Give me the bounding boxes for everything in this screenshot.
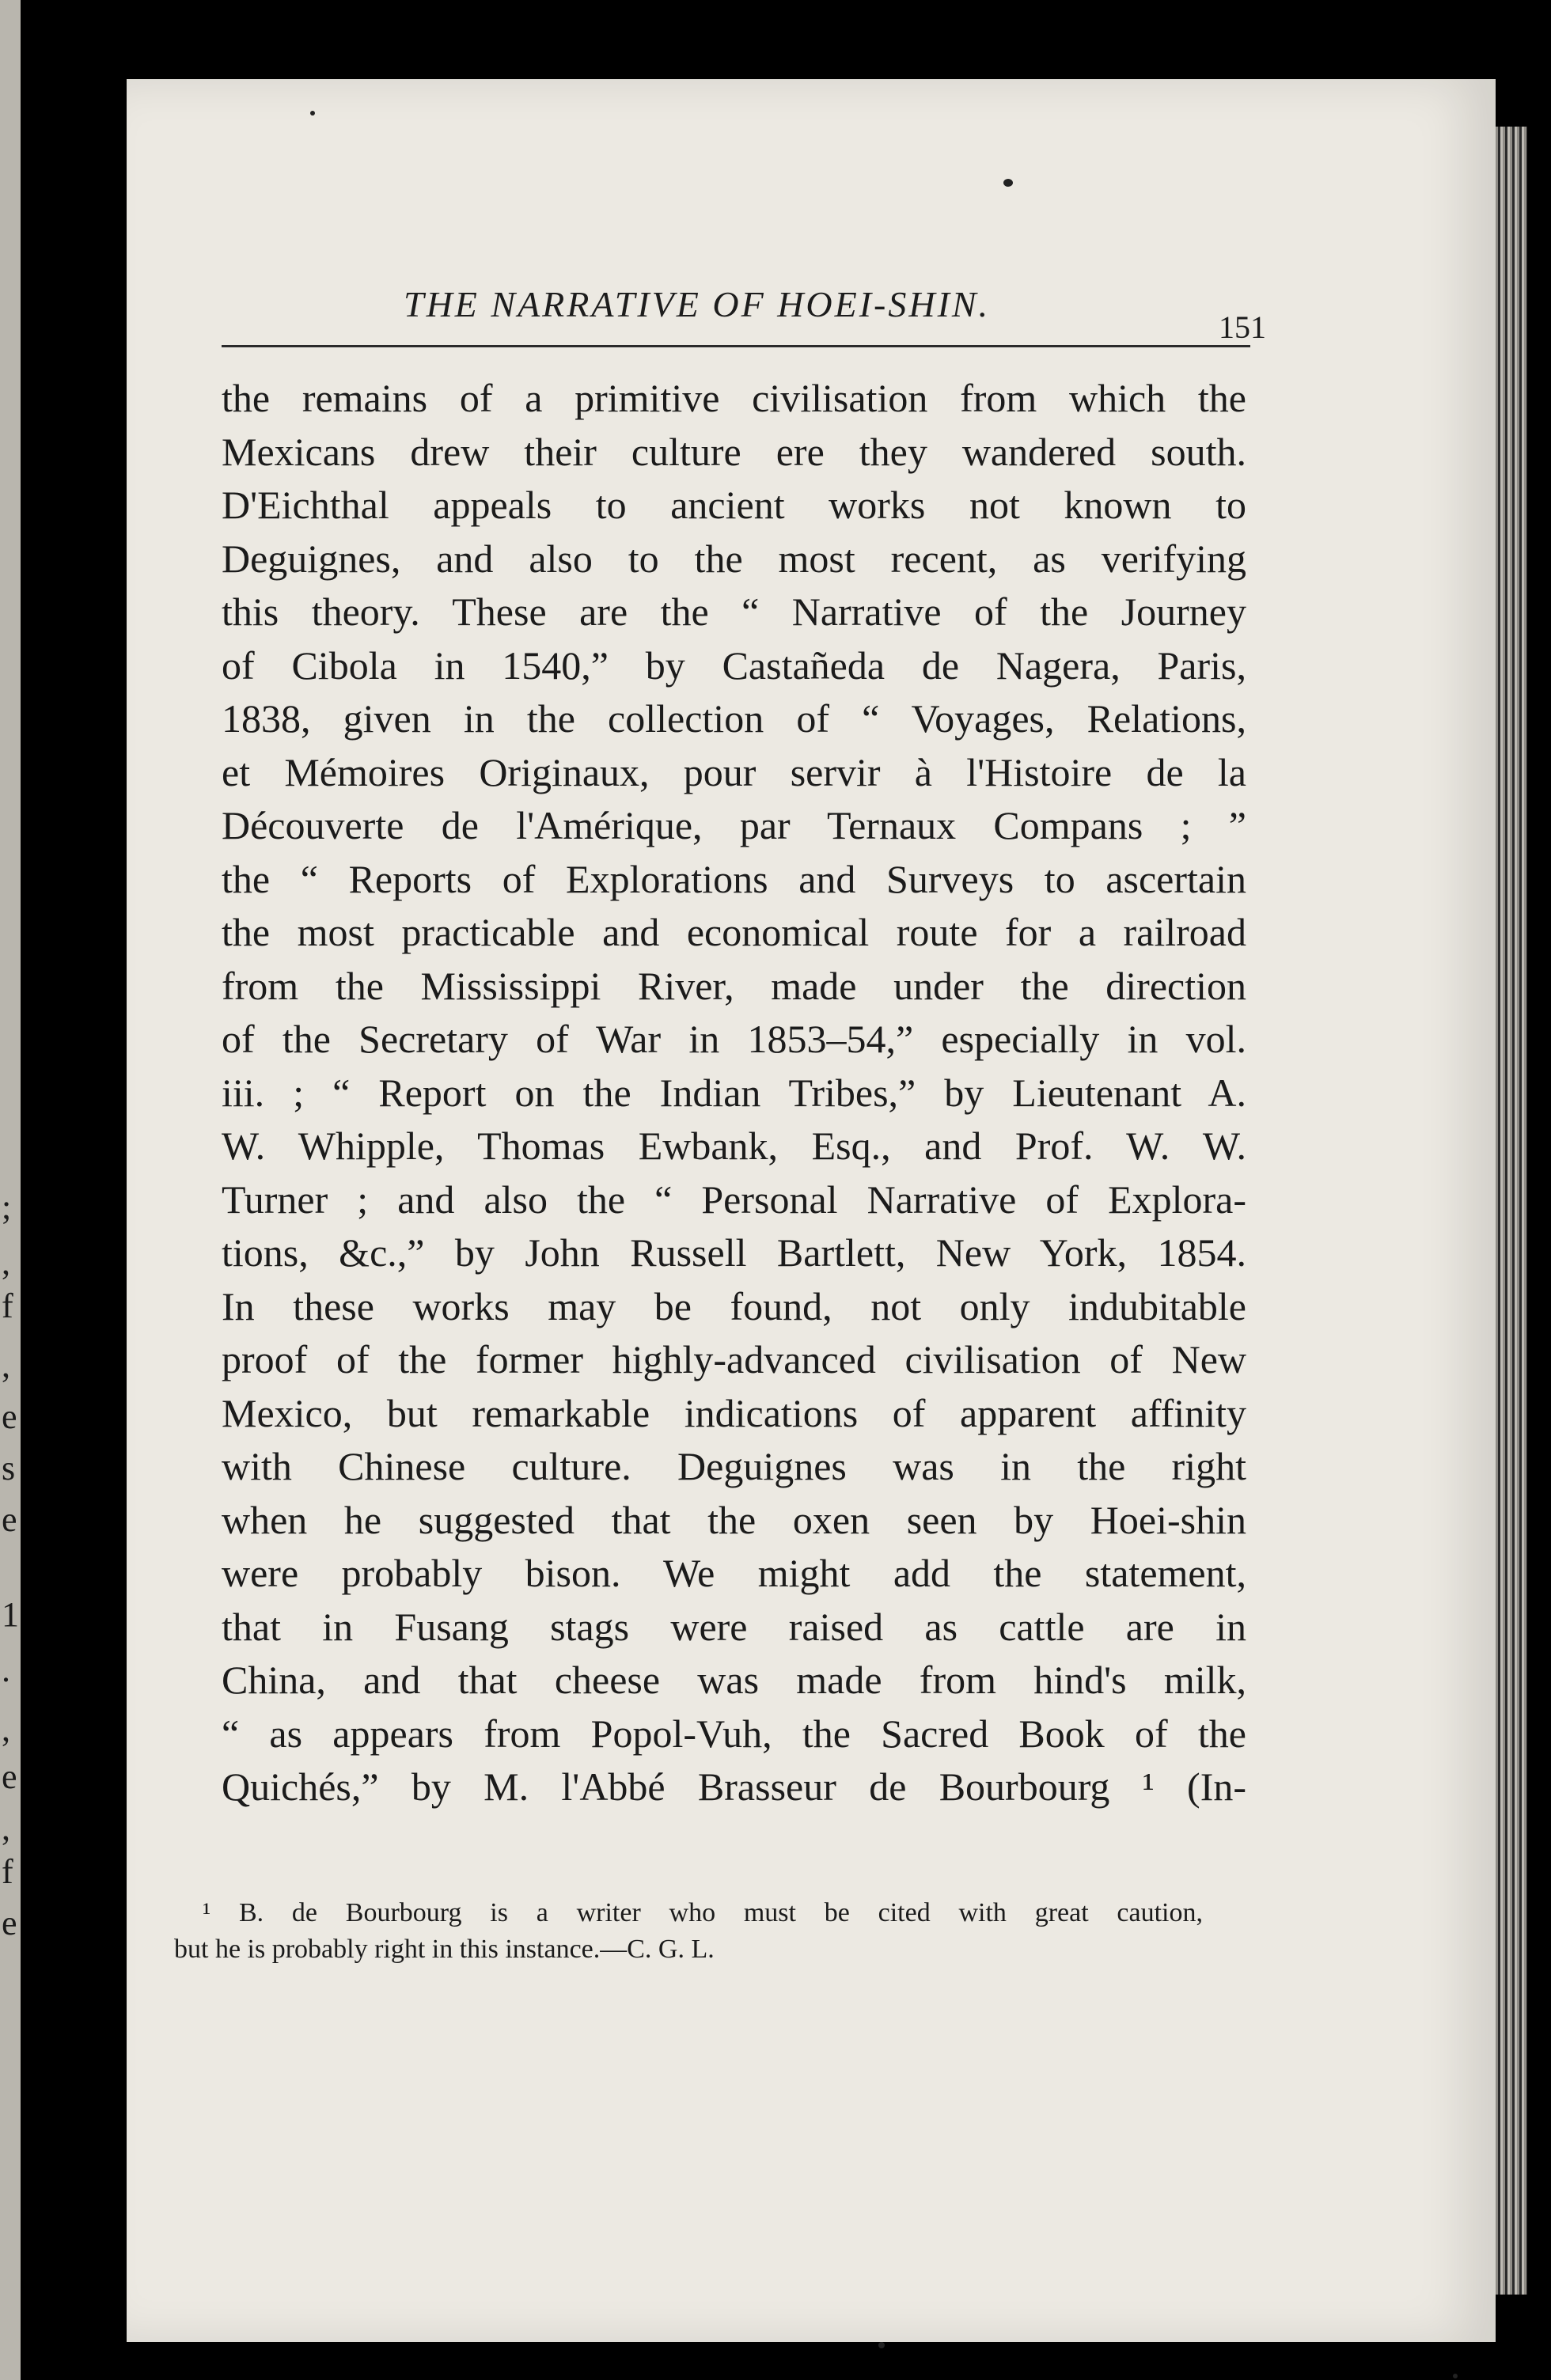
text-line: the “ Reports of Explorations and Surveys to ascertain	[222, 856, 1246, 901]
cut-char: .	[2, 1650, 10, 1689]
text-line: with Chinese culture. Deguignes was in the right	[222, 1444, 1246, 1488]
text-line: In these works may be found, not only indubitable	[222, 1283, 1246, 1328]
cut-char: e	[2, 1757, 17, 1796]
text-line: Mexicans drew their culture ere they wandered south.	[222, 429, 1246, 474]
text-line: Mexico, but remarkable indications of apparent affinity	[222, 1390, 1246, 1435]
footnote-line: but he is probably right in this instance.—C. G. L.	[174, 1935, 715, 1964]
text-line: iii. ; “ Report on the Indian Tribes,” by Lieutenant A.	[222, 1070, 1246, 1115]
text-line: proof of the former highly-advanced civilisation of New	[222, 1337, 1246, 1381]
running-title: THE NARRATIVE OF HOEI-SHIN.	[404, 284, 991, 324]
cut-char: e	[2, 1397, 17, 1436]
text-line: that in Fusang stags were raised as cattle are in	[222, 1604, 1246, 1649]
footnote-line: ¹ B. de Bourbourg is a writer who must be cited with great caution,	[203, 1898, 1203, 1927]
text-line: this theory. These are the “ Narrative of the Journey	[222, 589, 1246, 634]
cut-char: f	[2, 1287, 13, 1325]
text-line: Découverte de l'Amérique, par Ternaux Compans ; ”	[222, 803, 1246, 847]
cut-char: f	[2, 1852, 13, 1891]
cut-char: s	[2, 1449, 16, 1488]
cut-char: e	[2, 1904, 17, 1942]
text-line: D'Eichthal appeals to ancient works not known to	[222, 483, 1246, 527]
text-line: China, and that cheese was made from hind's milk,	[222, 1658, 1246, 1702]
cut-char: 1	[2, 1595, 19, 1634]
text-line: were probably bison. We might add the statement,	[222, 1551, 1246, 1595]
text-line: Deguignes, and also to the most recent, as verifying	[222, 536, 1246, 581]
cut-char: e	[2, 1500, 17, 1539]
page-edges	[1496, 127, 1527, 2295]
text-line: W. Whipple, Thomas Ewbank, Esq., and Prof. W. W.	[222, 1124, 1246, 1168]
text-line: et Mémoires Originaux, pour servir à l'Histoire de la	[222, 749, 1246, 794]
text-line: of the Secretary of War in 1853–54,” especially in vol.	[222, 1017, 1246, 1061]
body-text	[222, 372, 1246, 1814]
text-line: of Cibola in 1540,” by Castañeda de Nagera, Paris,	[222, 642, 1246, 688]
text-line: when he suggested that the oxen seen by Hoei-shin	[222, 1497, 1246, 1542]
text-line: tions, &c.,” by John Russell Bartlett, New York, 1854.	[222, 1230, 1246, 1275]
text-line: the most practicable and economical route for a railroad	[222, 910, 1246, 954]
text-line: 1838, given in the collection of “ Voyages, Relations,	[222, 696, 1246, 741]
text-line: Quichés,” by M. l'Abbé Brasseur de Bourbourg ¹ (In-	[222, 1764, 1246, 1809]
cut-char: ,	[2, 1710, 10, 1749]
footnote	[174, 1895, 1203, 1968]
cut-char: ,	[2, 1243, 10, 1282]
text-line: Turner ; and also the “ Personal Narrative of Explora-	[222, 1177, 1246, 1222]
running-header	[222, 277, 1266, 348]
cut-char: ,	[2, 1809, 10, 1848]
page-number: 151	[1219, 309, 1266, 345]
cut-char: ;	[2, 1188, 12, 1226]
text-line: from the Mississippi River, made under the direction	[222, 963, 1246, 1008]
text-line: the remains of a primitive civilisation from which the	[222, 376, 1246, 420]
previous-page-cut-text	[2, 0, 21, 2380]
header-rule	[222, 345, 1250, 347]
cut-char: ,	[2, 1346, 10, 1385]
text-line: “ as appears from Popol-Vuh, the Sacred Book of the	[222, 1711, 1246, 1756]
